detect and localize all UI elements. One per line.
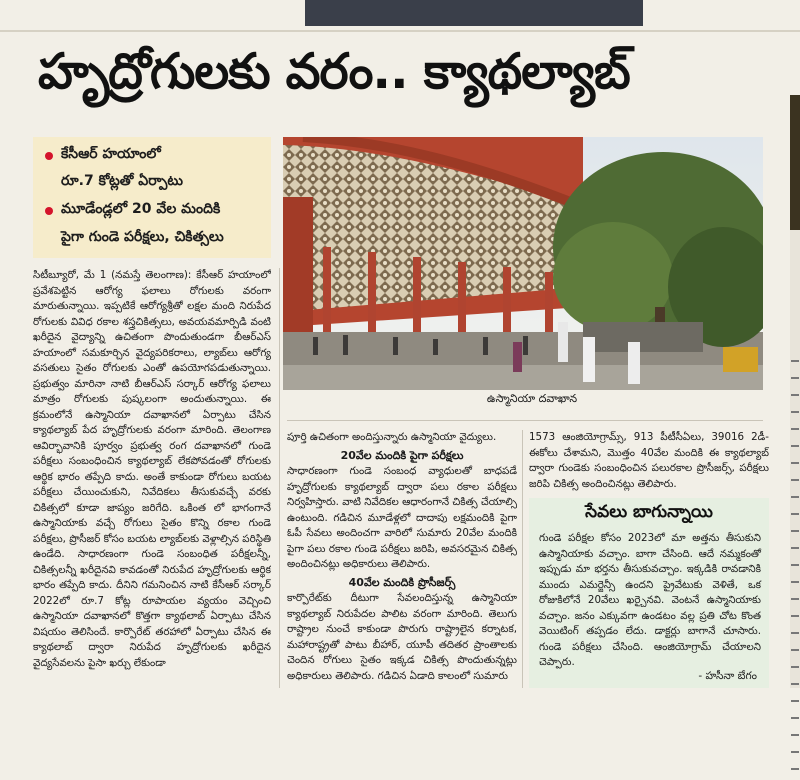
highlight-text: పైగా గుండె పరీక్షలు, చికిత్సలు	[61, 229, 224, 245]
adjacent-photo	[790, 95, 800, 230]
hospital-photo	[283, 137, 763, 390]
subheading: 40వేల మందికి ప్రొసీజర్స్	[348, 575, 456, 589]
masthead-rule	[0, 30, 800, 32]
article-paragraph: కార్పొరేట్‌కు దీటుగా సేవలందిస్తున్న ఉస్మానియా క్యాథల్యాబ్‌ నిరుపేదల పాలిట వరంగా మారింది. తెలుగు రాష్ట్రాల నుంచే కాకుండా పొరుగు రాష్ట్రాలైన కర్నాటక, మహారాష్ట్రతో పాటు బీహార్, యూపీ తదితర ప్రాంతాలకు చెందిన రోగులు సైతం ఇక్కడ చికిత్స పొందుతున్నట్లు అధికారులు తెలిపారు. గడిచిన ఏడాది కాలంలో సుమారు	[287, 592, 517, 682]
right-section-tag	[670, 2, 730, 20]
article-column-2	[287, 430, 517, 688]
testimonial-box	[529, 498, 769, 688]
testimonial-title: సేవలు బాగున్నాయి	[585, 502, 713, 522]
highlight-text: కేసీఆర్ హయాంలో	[61, 146, 161, 162]
hospital-photo-graphic	[283, 137, 763, 390]
article-paragraph: సాధారణంగా గుండె సంబంధ వ్యాధులతో బాధపడే హృద్రోగులకు క్యాథల్యాబ్ ద్వారా పలు రకాల పరీక్షలు నిర్వహిస్తారు. వాటి నివేదికల ఆధారంగానే చికిత్స చేయాల్సి ఉంటుంది. గడిచిన మూడేళ్లలో దాదాపు లక్షమందికి పైగా ఓపీ సేవలు అందించగా వారిలో సుమారు 20వేల మందికి పైగా పలు రకాల గుండె పరీక్షలు జరిపి, అవసరమైన చికిత్స అందించినట్లు అధికారులు తెలిపారు.	[287, 465, 517, 570]
adjacent-text	[791, 360, 799, 780]
highlight-text: రూ.7 కోట్లతో ఏర్పాటు	[61, 173, 183, 189]
highlights-box	[33, 137, 271, 258]
subheading: 20వేల మందికి పైగా పరీక్షలు	[340, 448, 464, 462]
bullet-icon	[45, 152, 53, 160]
article-paragraph: పూర్తి ఉచితంగా అందిస్తున్నారు ఉస్మానియా వైద్యులు.	[287, 431, 497, 443]
masthead	[0, 0, 800, 34]
article-column-3	[529, 430, 769, 495]
article-paragraph: 1573 ఆంజియోగ్రామ్స్, 913 పీటీసీఏలు, 39016 2డీ-ఈకోలు చేశామని, మొత్తం 40వేల మందికి ఈ క్యాథల్యాబ్ ద్వారా గుండెకు సంబంధించిన పలురకాల ప్రొసీజర్స్, పరీక్షలు జరిపి చికిత్స అందించినట్లు తెలిపారు.	[529, 431, 769, 490]
testimonial-body: గుండె పరీక్షల కోసం 2023లో మా అత్తను తీసుకుని ఉస్మానియాకు వచ్చాం. బాగా చేసింది. ఆదే నమ్మకంతో ఇప్పుడు మా భర్తను తీసుకువచ్చాం. ఇక్కడికి రావడానికి ముందు ఎమర్జెన్సీ ఉందని ప్రైవేటుకు వెళితే, ఒక రోజుకిలోనే 20వేలు ఖర్చైనవి. వెంటనే ఉస్మానియాకు వచ్చాం. జనం ఎక్కువగా ఉండటం వల్ల ప్రతి చోట కొంత వెయిటింగ్ తప్పడం లేదు. డాక్టర్లు బాగానే చూసారు. గుండె పరీక్షలు చేసింది. ఆంజియోగ్రామ్ చేయాలని చెప్పారు.	[539, 532, 761, 668]
adjacent-article-edge	[790, 95, 800, 688]
bullet-icon	[45, 207, 53, 215]
article-column-1	[33, 268, 271, 688]
testimonial-signature: - హసీనా బేగం	[698, 670, 757, 682]
column-divider	[279, 268, 280, 688]
headline: హృద్రోగులకు వరం.. క్యాథల్యాబ్	[38, 43, 630, 100]
highlight-text: మూడేండ్లలో 20 వేల మందికి	[61, 201, 221, 217]
photo-caption: ఉస్మానియా దవాఖాన	[486, 392, 578, 405]
caption-rule	[287, 420, 763, 421]
section-tab	[305, 0, 643, 26]
column-divider	[522, 430, 523, 688]
article-paragraph: సిటీబ్యూరో, మే 1 (నమస్తే తెలంగాణ): కేసీఆర్ హయాంలో ప్రవేశపెట్టిన ఆరోగ్య ఫలాలు రోగులకు వరంగా మారుతున్నాయి. ఇప్పటికే ఆరోగ్యశ్రీతో లక్షల మంది నిరుపేద రోగులకు వివిధ రకాల శస్త్రచికిత్సలు, అవయవమార్పిడి వంటి ఖరీదైన వైద్యాన్ని ఉచితంగా పొందుతుండగా బీఆర్ఎస్ హయాంలో సమకూర్చిన వైద్యపరికరాలు, ల్యాబ్‌లు ఆరోగ్య వసతులు సైతం రోగులకు ఎంతో ఉపయోగపడుతున్నాయి. ప్రభుత్వం మారినా నాటి బీఆర్ఎస్ సర్కార్ ఆరోగ్య ఫలాలు మాత్రం రోగులకు పుష్కలంగా అందుతున్నాయి. ఈ క్రమంలోనే ఉస్మానియా దవాఖానలో ఏర్పాటు చేసిన క్యాథల్యాబ్ పేద హృద్రోగులకు వరంగా మారింది. తెలంగాణ ఆవిర్భావానికి పూర్వం ప్రభుత్వ రంగ దవాఖానలో గుండె పరీక్షలు సంబంధించిన క్యాథల్యాబ్ లేకపోవడంతో రోగులకు ఆర్థిక భారం తప్పేది కాదు. అంతే కాకుండా రోగులు బయట పరీక్షలు చేయించుకుని, నివేదికలు తీసుకువచ్చే వరకు చికిత్సలో కూడా జాప్యం జరిగేది. ఒకింత లో భాగంగానే ఉస్మానియాకు వచ్చే రోగులు సైతం కొన్ని రకాల గుండె పరీక్షలు, ప్రొసీజర్ కోసం బయట ల్యాబ్‌లకు వెళ్లాల్సిన పరిస్థితి ఉండేది. సాధారణంగా గుండె సంబంధిత పరీక్షలన్నీ, చికిత్సలన్నీ ఖరీదైనవి కావడంతో నిరుపేద హృద్రోగులకు ఆర్థిక భారం తప్పేది కాదు. దీనిని గమనించిన నాటి కేసీఆర్ సర్కార్ 2022లో రూ.7 కోట్ల రూపాయల వ్యయం వెచ్చించి ఉస్మానియా దవాఖానలో కొత్తగా క్యాథలాబ్‌ ఏర్పాటు చేసిన విషయం తెలిసిందే. కార్పొరేట్ తరహాలో ఏర్పాటు చేసిన ఈ క్యాథలాబ్ ద్వారా నిరుపేద హృద్రోగులకు ఖరీదైన వైద్యసేవలను పైసా ఖర్చు లేకుండా	[33, 269, 271, 669]
